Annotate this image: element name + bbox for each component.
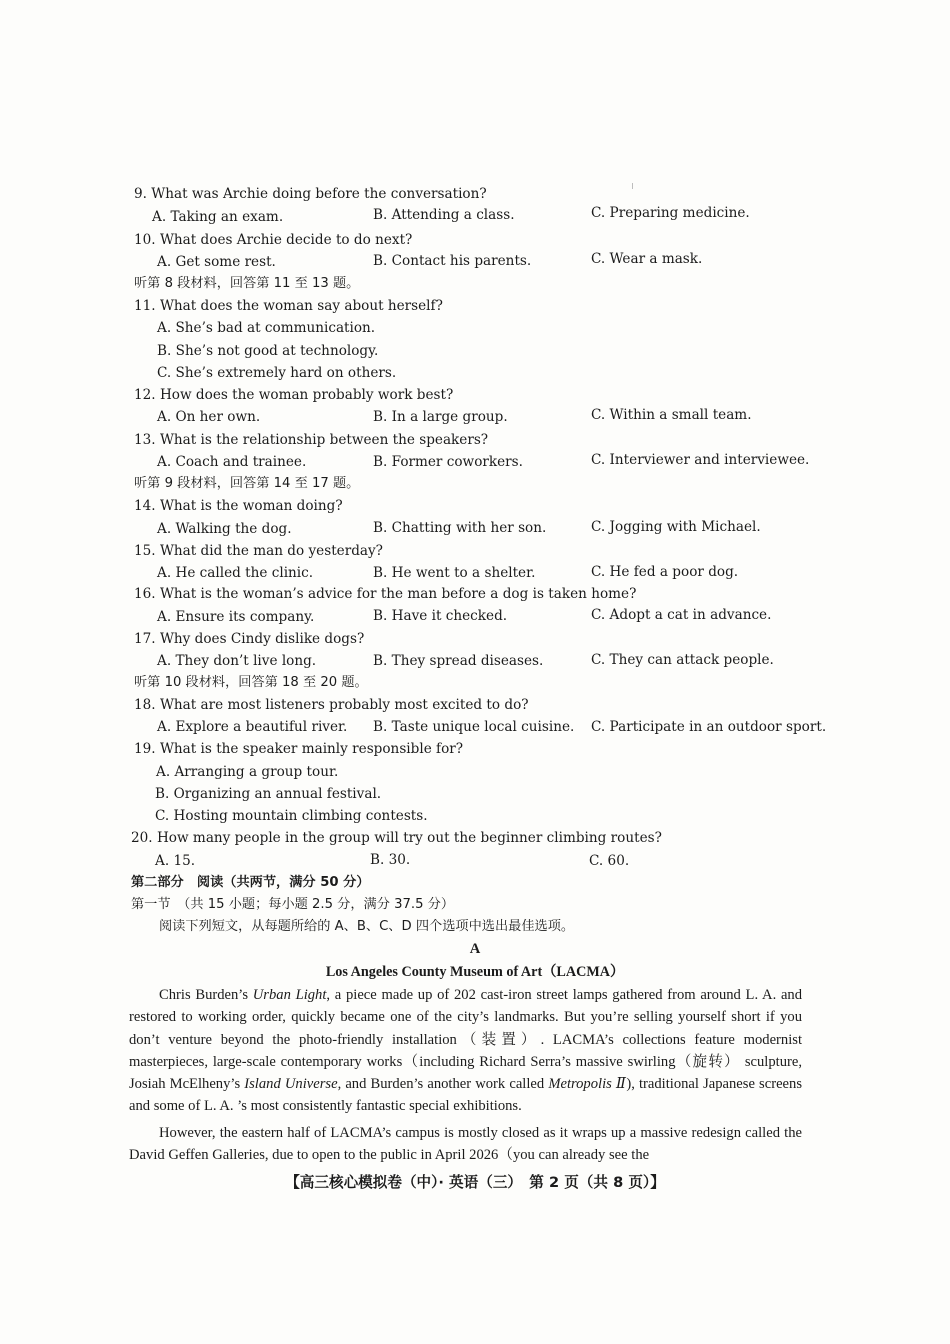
question-16-stem: 16. What is the woman’s advice for the man before a dog is taken home? <box>134 586 637 602</box>
question-10-option-b: B. Contact his parents. <box>373 253 532 269</box>
question-19-option-b: B. Organizing an annual festival. <box>155 786 382 802</box>
question-17-option-a: A. They don’t live long. <box>157 653 317 669</box>
question-13-option-c: C. Interviewer and interviewee. <box>591 452 810 468</box>
passage-title: Los Angeles County Museum of Art（LACMA） <box>325 964 625 980</box>
section-8-heading: 听第 8 段材料，回答第 11 至 13 题。 <box>134 276 360 291</box>
question-12-option-c: C. Within a small team. <box>591 407 752 423</box>
passage-letter: A <box>469 941 481 957</box>
question-14-option-a: A. Walking the dog. <box>157 521 292 537</box>
question-20-option-c: C. 60. <box>589 853 630 869</box>
question-10-option-a: A. Get some rest. <box>157 254 276 270</box>
question-10-option-c: C. Wear a mask. <box>591 251 703 267</box>
question-9-stem: 9. What was Archie doing before the conversation? <box>134 186 487 202</box>
question-17-option-b: B. They spread diseases. <box>373 653 544 669</box>
question-12-option-b: B. In a large group. <box>373 409 508 425</box>
question-19-stem: 19. What is the speaker mainly responsible for? <box>134 741 464 757</box>
part-two-heading: 第二部分 阅读（共两节，满分 50 分） <box>131 875 370 890</box>
question-17-stem: 17. Why does Cindy dislike dogs? <box>134 631 365 647</box>
question-15-option-a: A. He called the clinic. <box>157 565 314 581</box>
question-11-stem: 11. What does the woman say about herself? <box>134 298 443 314</box>
question-13-option-b: B. Former coworkers. <box>373 454 523 470</box>
question-12-option-a: A. On her own. <box>157 409 261 425</box>
question-11-option-b: B. She’s not good at technology. <box>157 343 379 359</box>
question-12-stem: 12. How does the woman probably work best? <box>134 387 454 403</box>
artwork-title-urban-light: Urban Light <box>252 987 327 1003</box>
question-14-stem: 14. What is the woman doing? <box>134 498 343 514</box>
artwork-title-metropolis: Metropolis Ⅱ <box>548 1076 627 1093</box>
artwork-title-island-universe: Island Universe <box>244 1076 338 1093</box>
section-10-heading: 听第 10 段材料，回答第 18 至 20 题。 <box>134 675 368 690</box>
question-16-option-c: C. Adopt a cat in advance. <box>591 607 772 623</box>
passage-body <box>129 984 802 1166</box>
question-15-stem: 15. What did the man do yesterday? <box>134 543 383 559</box>
question-19-option-c: C. Hosting mountain climbing contests. <box>155 808 428 824</box>
question-11-option-a: A. She’s bad at communication. <box>157 320 376 336</box>
question-18-option-c: C. Participate in an outdoor sport. <box>591 719 827 735</box>
reading-instruction: 阅读下列短文，从每题所给的 A、B、C、D 四个选项中选出最佳选项。 <box>159 919 575 934</box>
question-17-option-c: C. They can attack people. <box>591 652 774 668</box>
question-16-option-a: A. Ensure its company. <box>157 609 315 625</box>
question-9-option-c: C. Preparing medicine. <box>591 205 750 221</box>
question-18-option-b: B. Taste unique local cuisine. <box>373 719 575 735</box>
section-9-heading: 听第 9 段材料，回答第 14 至 17 题。 <box>134 476 360 491</box>
passage-paragraph-1: Chris Burden’s Urban Light, a piece made up of 202 cast-iron street lamps gathered from around L. A. and restored to working order, quickly became one of the city’s landmarks. But you’re selling yourself short if you don’t venture beyond the photo-friendly installation（装置）. LACMA’s collections feature modernist masterpieces, large-scale contemporary works（including Richard Serra’s massive swirling（旋转） sculpture, Josiah McElheny’s Island Universe, and Burden’s another work called Metropolis Ⅱ), traditional Japanese screens and some of L. A. ’s most consistently fantastic special exhibitions. <box>129 987 803 1115</box>
question-9-option-b: B. Attending a class. <box>373 207 515 223</box>
question-13-option-a: A. Coach and trainee. <box>157 454 307 470</box>
question-18-option-a: A. Explore a beautiful river. <box>157 719 348 735</box>
question-11-option-c: C. She’s extremely hard on others. <box>157 365 397 381</box>
section-one-heading: 第一节 （共 15 小题；每小题 2.5 分，满分 37.5 分） <box>131 897 455 912</box>
scan-mark <box>632 183 633 189</box>
question-20-stem: 20. How many people in the group will try out the beginner climbing routes? <box>131 830 662 846</box>
question-14-option-c: C. Jogging with Michael. <box>591 519 761 535</box>
question-18-stem: 18. What are most listeners probably most excited to do? <box>134 697 529 713</box>
question-10-stem: 10. What does Archie decide to do next? <box>134 232 413 248</box>
question-20-option-b: B. 30. <box>370 852 411 868</box>
question-9-option-a: A. Taking an exam. <box>152 209 284 225</box>
page-footer: 【高三核心模拟卷（中）· 英语（三） 第 2 页（共 8 页）】 <box>285 1174 665 1191</box>
question-20-option-a: A. 15. <box>155 853 196 869</box>
passage-paragraph-2: However, the eastern half of LACMA’s campus is mostly closed as it wraps up a massive redesign called the David Geffen Galleries, due to open to the public in April 2026（you can already see the <box>129 1124 802 1164</box>
question-14-option-b: B. Chatting with her son. <box>373 520 547 536</box>
question-19-option-a: A. Arranging a group tour. <box>156 764 339 780</box>
question-13-stem: 13. What is the relationship between the speakers? <box>134 432 489 448</box>
question-16-option-b: B. Have it checked. <box>373 608 508 624</box>
question-15-option-b: B. He went to a shelter. <box>373 565 536 581</box>
question-15-option-c: C. He fed a poor dog. <box>591 564 739 580</box>
